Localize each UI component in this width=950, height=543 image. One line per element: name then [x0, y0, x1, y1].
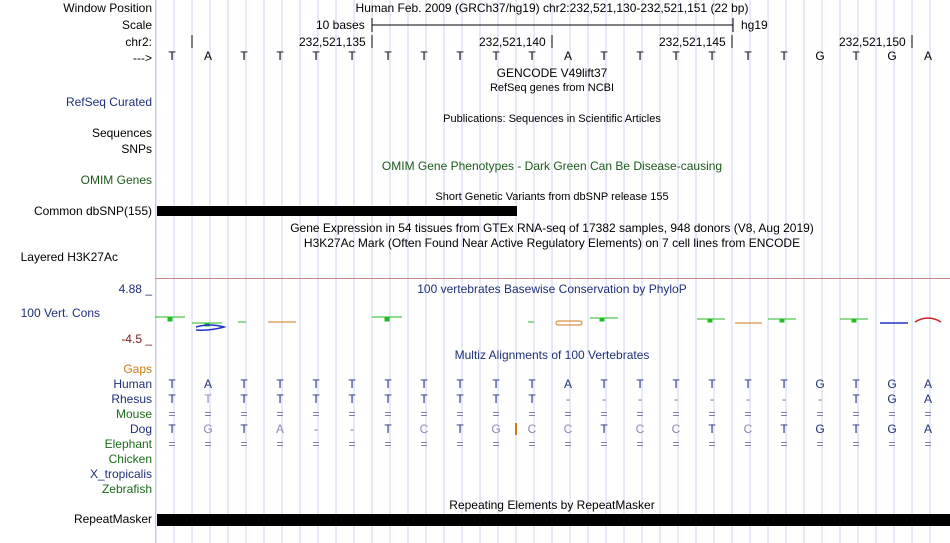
- alignment-base: T: [672, 377, 680, 391]
- alignment-base: =: [312, 407, 320, 421]
- omim-track-title: OMIM Gene Phenotypes - Dark Green Can Be Disease-causing: [381, 159, 723, 173]
- alignment-base: T: [420, 377, 428, 391]
- alignment-base: =: [528, 407, 536, 421]
- phylop-max-label: 4.88 _: [118, 282, 152, 296]
- alignment-base: =: [816, 407, 824, 421]
- base-letter: T: [492, 49, 500, 63]
- alignment-base: =: [276, 407, 284, 421]
- alignment-base: G: [203, 422, 213, 436]
- alignment-base: -: [782, 392, 786, 406]
- base-letter: T: [312, 49, 320, 63]
- gencode-track-title: GENCODE V49lift37: [496, 66, 608, 80]
- repeat-track-title: Repeating Elements by RepeatMasker: [449, 498, 655, 512]
- alignment-base: -: [818, 392, 822, 406]
- species-label: Zebrafish: [101, 482, 152, 496]
- alignment-base: =: [816, 437, 824, 451]
- alignment-base: =: [600, 437, 608, 451]
- alignment-base: =: [672, 437, 680, 451]
- alignment-base: T: [384, 392, 392, 406]
- species-label: Elephant: [104, 437, 152, 451]
- base-letter: A: [563, 49, 572, 63]
- alignment-base: T: [744, 377, 752, 391]
- species-label: Human: [113, 377, 152, 391]
- alignment-base: T: [492, 377, 500, 391]
- base-letter: T: [600, 49, 608, 63]
- alignment-base: =: [924, 437, 932, 451]
- alignment-base: T: [240, 377, 248, 391]
- alignment-base: T: [708, 422, 716, 436]
- gtex-track-title: Gene Expression in 54 tissues from GTEx RNA-seq of 17382 samples, 948 donors (V8, Aug 2019): [290, 221, 814, 235]
- alignment-base: =: [564, 407, 572, 421]
- alignment-base: T: [600, 422, 608, 436]
- alignment-base: =: [348, 407, 356, 421]
- alignment-base: =: [240, 407, 248, 421]
- snps-track-label[interactable]: SNPs: [121, 142, 152, 156]
- base-letter: A: [203, 49, 212, 63]
- alignment-base: T: [780, 377, 788, 391]
- alignment-base: =: [492, 407, 500, 421]
- alignment-base: =: [672, 407, 680, 421]
- alignment-base: T: [312, 377, 320, 391]
- alignment-base: =: [276, 437, 284, 451]
- alignment-base: T: [852, 392, 860, 406]
- alignment-base: T: [276, 392, 284, 406]
- h3k27ac-track-title: H3K27Ac Mark (Often Found Near Active Regulatory Elements) on 7 cell lines from ENCODE: [303, 236, 801, 250]
- strand-arrow-label: --->: [133, 51, 152, 65]
- alignment-base: =: [492, 437, 500, 451]
- alignment-base: -: [314, 422, 318, 436]
- base-letter: T: [348, 49, 356, 63]
- alignment-base: T: [420, 392, 428, 406]
- alignment-base: =: [204, 407, 212, 421]
- refseq-track-label[interactable]: RefSeq Curated: [65, 95, 152, 109]
- alignment-base: =: [528, 437, 536, 451]
- base-letter: A: [923, 49, 932, 63]
- base-letter: T: [744, 49, 752, 63]
- alignment-base: T: [780, 422, 788, 436]
- alignment-base: =: [168, 437, 176, 451]
- alignment-base: G: [815, 422, 825, 436]
- alignment-base: C: [671, 422, 681, 436]
- alignment-base: -: [638, 392, 642, 406]
- alignment-base: T: [348, 377, 356, 391]
- alignment-base: T: [708, 377, 716, 391]
- phylop-track-title: 100 vertebrates Basewise Conservation by PhyloP: [417, 282, 687, 296]
- alignment-base: =: [780, 407, 788, 421]
- cons-track-label[interactable]: 100 Vert. Cons: [20, 306, 100, 320]
- alignment-base: =: [744, 437, 752, 451]
- base-letter: T: [420, 49, 428, 63]
- alignment-base: =: [924, 407, 932, 421]
- species-label: X_tropicalis: [89, 467, 152, 481]
- alignment-base: =: [168, 407, 176, 421]
- alignment-base: -: [566, 392, 570, 406]
- base-letter: T: [168, 49, 176, 63]
- alignment-base: T: [456, 377, 464, 391]
- alignment-base: T: [168, 422, 176, 436]
- refseq-subtitle: RefSeq genes from NCBI: [489, 82, 615, 94]
- alignment-base: A: [923, 392, 932, 406]
- alignment-base: C: [419, 422, 429, 436]
- h3k27ac-track-label[interactable]: Layered H3K27Ac: [20, 250, 118, 264]
- base-letter: T: [240, 49, 248, 63]
- alignment-base: G: [491, 422, 501, 436]
- omim-track-label[interactable]: OMIM Genes: [80, 173, 152, 187]
- insertion-marker: [515, 423, 517, 435]
- alignment-base: A: [203, 377, 212, 391]
- alignment-base: T: [492, 392, 500, 406]
- dbsnp-track-label[interactable]: Common dbSNP(155): [33, 204, 152, 218]
- alignment-base: T: [276, 377, 284, 391]
- phylop-signal: [0, 300, 950, 345]
- dbsnp-feature-bar[interactable]: [157, 206, 517, 216]
- alignment-base: T: [168, 377, 176, 391]
- alignment-base: =: [384, 437, 392, 451]
- alignment-base: A: [563, 377, 572, 391]
- alignment-base: T: [852, 377, 860, 391]
- alignment-base: =: [888, 437, 896, 451]
- ruler-position-2: 232,521,140: [479, 35, 546, 49]
- alignment-base: -: [746, 392, 750, 406]
- alignment-base: =: [348, 437, 356, 451]
- base-letter: T: [780, 49, 788, 63]
- alignment-base: T: [240, 392, 248, 406]
- alignment-base: G: [815, 377, 825, 391]
- alignment-base: G: [887, 422, 897, 436]
- alignment-base: =: [708, 407, 716, 421]
- base-letter: T: [708, 49, 716, 63]
- alignment-base: =: [456, 437, 464, 451]
- window-position-label: Window Position: [63, 1, 152, 15]
- alignment-base: =: [564, 437, 572, 451]
- alignment-base: T: [240, 422, 248, 436]
- alignment-base: A: [923, 377, 932, 391]
- alignment-base: T: [384, 422, 392, 436]
- alignment-base: C: [635, 422, 645, 436]
- gaps-label: Gaps: [123, 362, 152, 376]
- image-left-border: [155, 0, 156, 543]
- chrom-label: chr2:: [125, 35, 152, 49]
- sequences-track-label[interactable]: Sequences: [91, 126, 152, 140]
- base-letter: T: [672, 49, 680, 63]
- alignment-base: T: [456, 392, 464, 406]
- alignment-base: =: [852, 437, 860, 451]
- alignment-base: =: [780, 437, 788, 451]
- phylop-min-label: -4.5 _: [121, 332, 152, 346]
- ruler-position-1: 232,521,135: [299, 35, 366, 49]
- alignment-base: T: [852, 422, 860, 436]
- alignment-base: =: [240, 437, 248, 451]
- base-letter: T: [852, 49, 860, 63]
- alignment-base: C: [563, 422, 573, 436]
- alignment-base: A: [923, 422, 932, 436]
- alignment-base: G: [887, 392, 897, 406]
- alignment-base: -: [602, 392, 606, 406]
- species-label: Dog: [129, 422, 152, 436]
- repeatmasker-feature-bar[interactable]: [157, 514, 950, 526]
- scale-bar: [0, 0, 950, 60]
- alignment-base: =: [636, 437, 644, 451]
- alignment-base: =: [420, 407, 428, 421]
- alignment-base: =: [312, 437, 320, 451]
- alignment-base: =: [744, 407, 752, 421]
- multiz-track-title: Multiz Alignments of 100 Vertebrates: [454, 348, 650, 362]
- alignment-base: =: [888, 407, 896, 421]
- scale-assembly: hg19: [741, 18, 768, 32]
- alignment-base: =: [420, 437, 428, 451]
- alignment-base: -: [710, 392, 714, 406]
- window-position-title: Human Feb. 2009 (GRCh37/hg19) chr2:232,521,130-232,521,151 (22 bp): [355, 1, 749, 15]
- alignment-base: C: [527, 422, 537, 436]
- alignment-base: A: [275, 422, 284, 436]
- alignment-base: T: [600, 377, 608, 391]
- alignment-base: T: [636, 377, 644, 391]
- track-separator: [155, 278, 950, 279]
- alignment-base: =: [600, 407, 608, 421]
- base-letter: T: [636, 49, 644, 63]
- alignment-base: C: [743, 422, 753, 436]
- base-letter: T: [528, 49, 536, 63]
- alignment-base: -: [350, 422, 354, 436]
- alignment-base: -: [674, 392, 678, 406]
- alignment-base: =: [384, 407, 392, 421]
- base-letter: T: [276, 49, 284, 63]
- alignment-base: T: [312, 392, 320, 406]
- ruler-position-4: 232,521,150: [839, 35, 906, 49]
- alignment-base: T: [384, 377, 392, 391]
- publications-title: Publications: Sequences in Scientific Articles: [443, 113, 661, 125]
- alignment-base: T: [456, 422, 464, 436]
- alignment-base: G: [887, 377, 897, 391]
- alignment-base: =: [456, 407, 464, 421]
- alignment-base: T: [168, 392, 176, 406]
- base-letter: T: [456, 49, 464, 63]
- base-letter: G: [815, 49, 825, 63]
- scale-label: Scale: [121, 18, 152, 32]
- dbsnp-track-title: Short Genetic Variants from dbSNP release 155: [435, 191, 669, 203]
- repeatmasker-track-label[interactable]: RepeatMasker: [73, 512, 152, 526]
- alignment-base: =: [204, 437, 212, 451]
- species-label: Mouse: [115, 407, 152, 421]
- base-letter: G: [887, 49, 897, 63]
- alignment-base: T: [204, 392, 212, 406]
- alignment-base: T: [528, 377, 536, 391]
- alignment-base: =: [708, 437, 716, 451]
- alignment-base: T: [348, 392, 356, 406]
- alignment-base: =: [636, 407, 644, 421]
- ruler-position-3: 232,521,145: [659, 35, 726, 49]
- base-letter: T: [384, 49, 392, 63]
- species-label: Chicken: [108, 452, 152, 466]
- alignment-base: =: [852, 407, 860, 421]
- species-label: Rhesus: [111, 392, 152, 406]
- scale-text: 10 bases: [316, 18, 365, 32]
- alignment-base: T: [528, 392, 536, 406]
